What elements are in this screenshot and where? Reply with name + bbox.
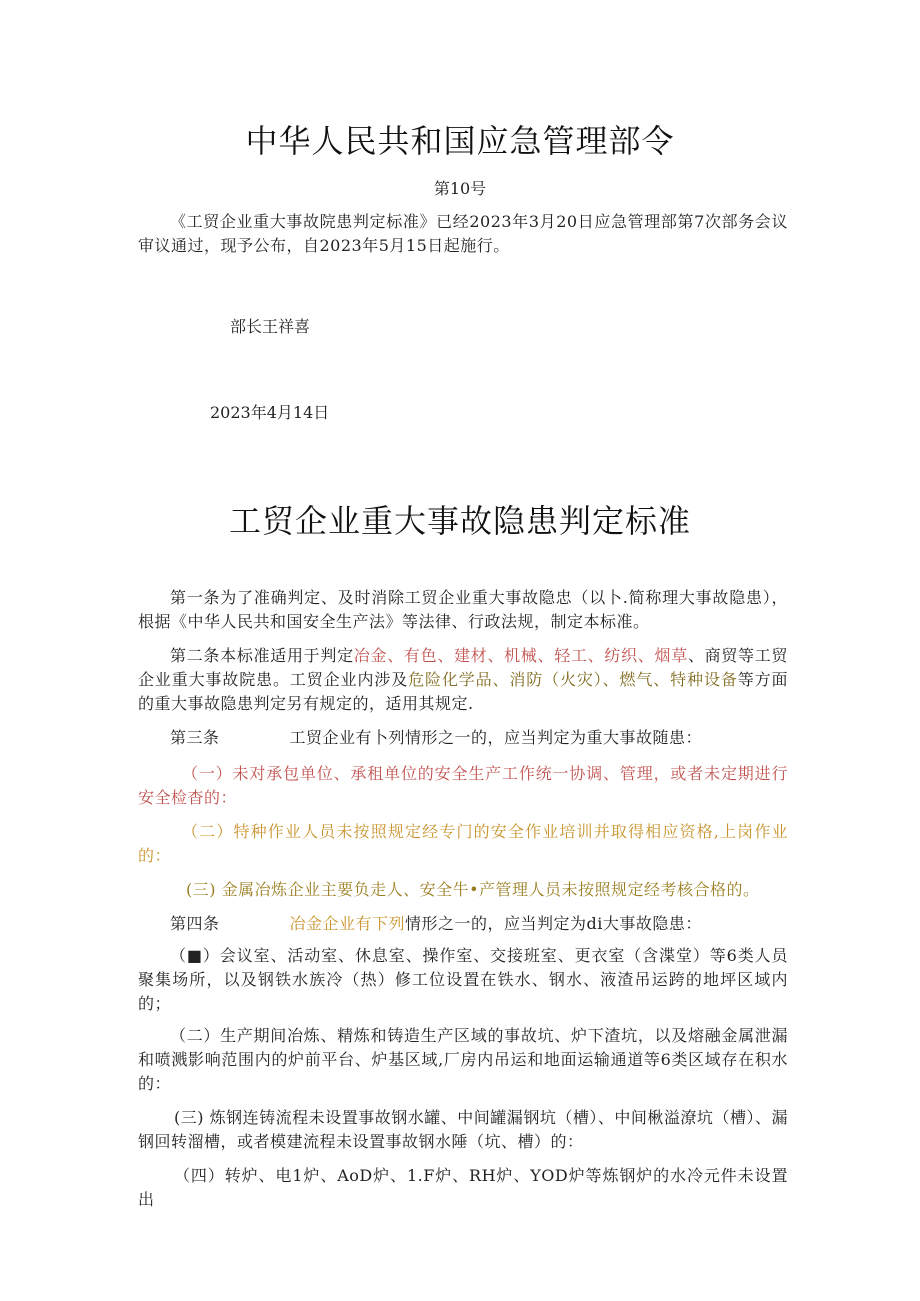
article-2 (138, 644, 788, 716)
article-3-text: 工贸企业有卜列情形之一的，应当判定为重大事故随患： (289, 728, 703, 747)
article-4-item-2: （二）生产期间冶炼、精炼和铸造生产区域的事故坑、炉下渣坑，以及熔融金属泄漏和喷溅影响范围内的炉前平台、炉基区域,厂房内吊运和地面运输通道等6类区域存在积水的： (138, 1026, 788, 1093)
order-number: 第10号 (433, 179, 487, 198)
order-date: 2023年4月14日 (210, 403, 330, 422)
article-4-item-1: （■）会议室、活动室、休息室、操作室、交接班室、更衣室（含渫堂）等6类人员聚集场所，以及钢铁水族冷（热）修工位设置在铁水、钢水、液渣吊运跨的地坪区域内的； (138, 946, 788, 1013)
signature: 部长王祥喜 (230, 317, 311, 336)
article-2-middle: 、商贸等工贸企业重大事故院患。工贸企业内涉及 (138, 646, 788, 689)
article-3 (138, 726, 788, 750)
article-4-item-3: (三) 炼钢连铸流程未设置事故钢水罐、中间罐漏钢坑（槽）、中间楸溢潦坑（槽）、漏钢回转溜槽，或者模建流程未设置事故钢水陲（坑、槽）的： (138, 1108, 788, 1151)
article-4-text: 情形之一的，应当判定为di大事故隐患： (405, 914, 702, 933)
article-4 (138, 912, 788, 936)
order-body: 《工贸企业重大事故院患判定标准》已经2023年3月20日应急管理部第7次部务会议审议通过，现予公布，自2023年5月15日起施行。 (138, 212, 788, 255)
order-title: 中华人民共和国应急管理部令 (245, 122, 675, 160)
article-2-suffix: 等方面的重大事故隐患判定另有规定的，适用其规定. (138, 670, 788, 713)
article-4-subject: 冶金企业有下列 (289, 914, 406, 933)
article-4-item-4: （四）转炉、电1炉、AoD炉、1.F炉、RH炉、YOD炉等炼钢炉的水冷元件未设置出 (138, 1166, 788, 1209)
article-3-item-3: (三) 金属冶炼企业主要负走人、安全牛•产管理人员未按照规定经考核合格的。 (186, 880, 760, 899)
article-3-item-2: （二）特种作业人员未按照规定经专门的安全作业培训并取得相应资格,上岗作业的： (138, 822, 788, 865)
article-2-prefix: 第二条本标准适用于判定 (170, 646, 354, 665)
article-1: 第一条为了准确判定、及时消除工贸企业重大事故隐忠（以卜.简称理大事故隐患），根据《中华人民共和国安全生产法》等法律、行政法规，制定本标准。 (138, 588, 788, 631)
article-2-industries: 冶金、有色、建材、机械、轻工、纺织、烟草 (353, 646, 688, 665)
standard-title: 工贸企业重大事故隐患判定标准 (228, 502, 691, 540)
article-2-special-areas: 危险化学品、消防（火灾）、燃气、特种设备 (408, 670, 738, 689)
article-3-label: 第三条 (170, 728, 220, 747)
article-4-label: 第四条 (170, 914, 220, 933)
article-3-item-1: （一）未对承包单位、承租单位的安全生产工作统一协调、管理，或者未定期进行安全检杳的： (138, 764, 788, 807)
